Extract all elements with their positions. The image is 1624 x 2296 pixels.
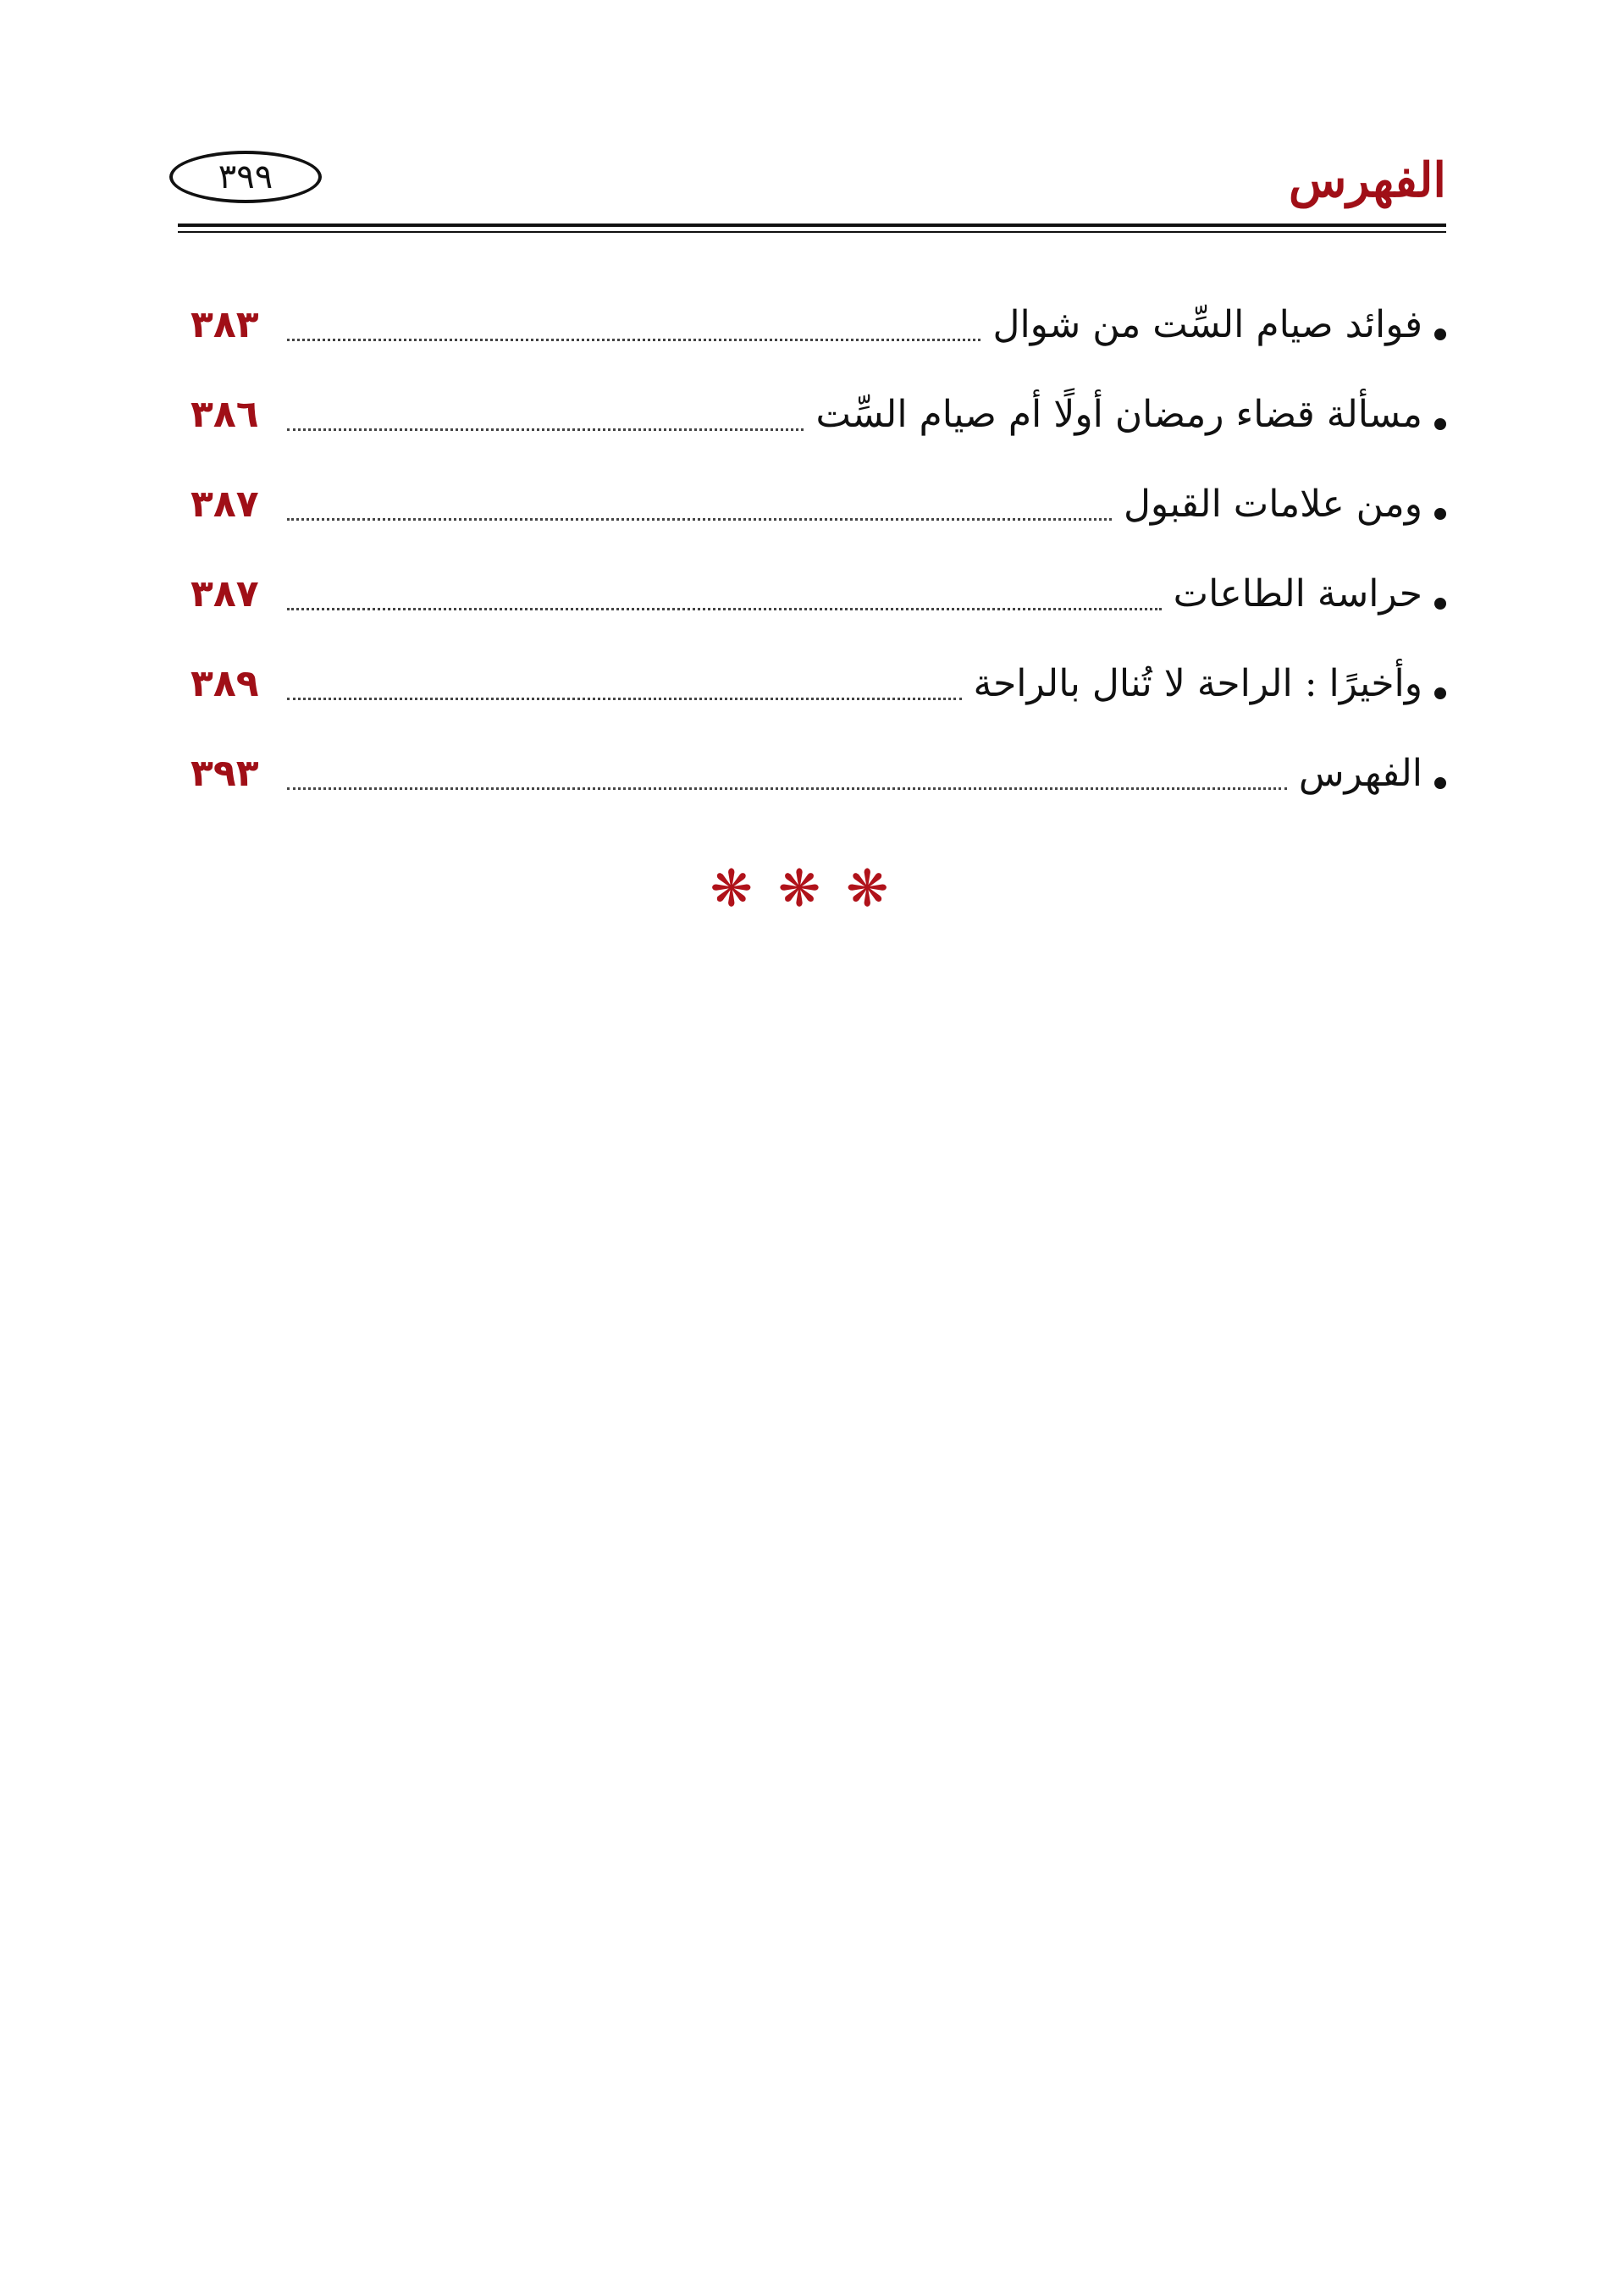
toc-entry[interactable]	[191, 549, 1446, 638]
toc-entry-page: ٣٨٦	[191, 392, 259, 436]
toc-entry-page: ٣٨٣	[191, 302, 259, 346]
header-rule-thin	[178, 231, 1446, 233]
end-ornament-icon: ❋❋❋	[710, 859, 914, 919]
toc-entry-title: مسألة قضاء رمضان أولًا أم صيام السِّت	[815, 392, 1422, 436]
toc-entry-title: الفهرس	[1298, 751, 1422, 795]
bullet-icon	[1434, 777, 1446, 789]
toc-entry[interactable]	[191, 459, 1446, 549]
toc-entry-page: ٣٨٧	[191, 482, 259, 526]
toc-entry-title: حراسة الطاعات	[1173, 571, 1422, 615]
toc-entry[interactable]	[191, 369, 1446, 459]
toc-entry-title: ومن علامات القبول	[1123, 482, 1422, 526]
bullet-icon	[1434, 508, 1446, 520]
toc-entry-page: ٣٨٧	[191, 571, 259, 615]
dot-leader	[287, 608, 1162, 610]
bullet-icon	[1434, 598, 1446, 610]
dot-leader	[287, 787, 1287, 790]
toc-entry-page: ٣٩٣	[191, 751, 259, 795]
bullet-icon	[1434, 418, 1446, 430]
toc-entry-title: فوائد صيام السِّت من شوال	[992, 302, 1422, 346]
dot-leader	[287, 698, 962, 700]
dot-leader	[287, 428, 804, 431]
dot-leader	[287, 518, 1112, 521]
header-rule-thick	[178, 224, 1446, 227]
toc-entry[interactable]	[191, 279, 1446, 369]
toc-entry[interactable]	[191, 638, 1446, 728]
page-number-badge: ٣٩٩	[169, 151, 322, 203]
bullet-icon	[1434, 328, 1446, 340]
toc-entry-page: ٣٨٩	[191, 661, 259, 705]
dot-leader	[287, 339, 980, 341]
toc-entry[interactable]	[191, 728, 1446, 818]
toc-entry-title: وأخيرًا : الراحة لا تُنال بالراحة	[973, 661, 1422, 705]
bullet-icon	[1434, 687, 1446, 699]
running-header-title: الفهرس	[1288, 152, 1446, 208]
table-of-contents	[191, 279, 1446, 818]
